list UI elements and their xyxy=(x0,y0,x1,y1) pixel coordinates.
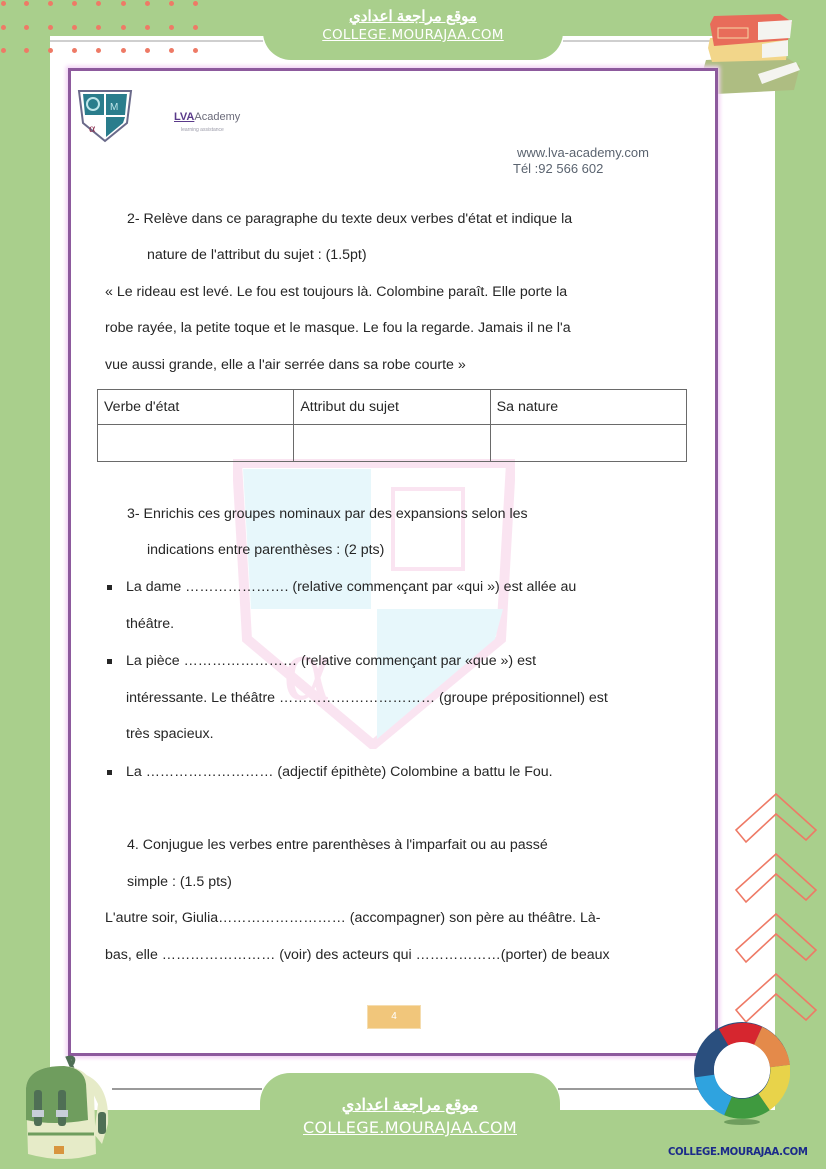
table-header-row xyxy=(98,390,687,425)
phone-number: Tél :92 566 602 xyxy=(513,161,604,176)
header-attribut-sujet: Attribut du sujet xyxy=(294,390,490,425)
passage-line-2: robe rayée, la petite toque et le masque. Le fou la regarde. Jamais il ne l'a xyxy=(105,320,571,336)
q3-item-3-line-1: La ……………………… (adjectif épithète) Colombine a battu le Fou. xyxy=(107,764,553,780)
backpack-icon xyxy=(14,1054,110,1162)
q3-item-2-line-3: très spacieux. xyxy=(126,726,214,742)
question-4-text-line-1: L'autre soir, Giulia……………………… (accompagner) son père au théâtre. Là- xyxy=(105,910,601,926)
answer-cell-verbe[interactable] xyxy=(98,425,294,462)
question-3-title-line-1: 3- Enrichis ces groupes nominaux par des expansions selon les xyxy=(127,506,528,522)
contact-info xyxy=(513,145,649,177)
question-4-title-line-2: simple : (1.5 pts) xyxy=(127,874,232,890)
table-row xyxy=(98,425,687,462)
question-2-title-line-1: 2- Relève dans ce paragraphe du texte deux verbes d'état et indique la xyxy=(127,211,573,227)
banner-arabic-title: موقع مراجعة اعدادي xyxy=(349,8,477,25)
answer-cell-attribut[interactable] xyxy=(294,425,490,462)
question-4-text-line-2: bas, elle …………………… (voir) des acteurs qui ………………(porter) de beaux xyxy=(105,947,610,963)
passage-line-1: « Le rideau est levé. Le fou est toujours là. Colombine paraît. Elle porte la xyxy=(105,284,568,300)
footer-arabic-title: موقع مراجعة اعدادي xyxy=(341,1097,479,1114)
banner-domain-link[interactable]: COLLEGE.MOURAJAA.COM xyxy=(322,27,504,43)
bullet-icon xyxy=(107,659,112,664)
passage-line-3: vue aussi grande, elle a l'air serrée dans sa robe courte » xyxy=(105,357,466,373)
q3-item-1-line-1: La dame …………………. (relative commençant par «qui ») est allée au xyxy=(107,579,576,595)
website-link[interactable]: www.lva-academy.com xyxy=(517,145,649,160)
header-sa-nature: Sa nature xyxy=(490,390,686,425)
question-4-title-line-1: 4. Conjugue les verbes entre parenthèses à l'imparfait ou au passé xyxy=(127,837,548,853)
svg-text:M: M xyxy=(110,102,119,113)
answer-table xyxy=(97,389,687,462)
svg-text:α: α xyxy=(283,620,331,719)
wheel-domain-label[interactable]: COLLEGE.MOURAJAA.COM xyxy=(668,1145,808,1158)
question-2-title-line-2: nature de l'attribut du sujet : (1.5pt) xyxy=(147,247,367,263)
site-banner-top[interactable] xyxy=(263,0,563,60)
answer-cell-nature[interactable] xyxy=(490,425,686,462)
question-3-title-line-2: indications entre parenthèses : (2 pts) xyxy=(147,542,385,558)
q3-item-2-line-1: La pièce …………………… (relative commençant par «que ») est xyxy=(107,653,536,669)
header-verbe-etat: Verbe d'état xyxy=(98,390,294,425)
school-subjects-wheel-icon xyxy=(694,1022,790,1140)
lva-academy-shield-logo-icon xyxy=(77,87,133,143)
bottom-rule-left xyxy=(112,1088,262,1090)
chevron-up-decoration-icon xyxy=(734,790,818,1030)
brand-name: LVAAcademy xyxy=(174,111,241,123)
q3-item-2-line-2: intéressante. Le théâtre …………………………… (groupe prépositionnel) est xyxy=(126,690,608,706)
svg-text:α: α xyxy=(89,121,96,135)
footer-domain-link[interactable]: COLLEGE.MOURAJAA.COM xyxy=(303,1118,517,1137)
page-number-badge: 4 xyxy=(367,1005,421,1029)
dot-pattern-decoration xyxy=(0,0,200,56)
document-frame xyxy=(68,68,718,1056)
q3-item-1-line-2: théâtre. xyxy=(126,616,175,632)
bullet-icon xyxy=(107,585,112,590)
brand-tagline: learning assistance xyxy=(181,127,224,133)
site-banner-bottom[interactable] xyxy=(260,1073,560,1169)
bullet-icon xyxy=(107,770,112,775)
